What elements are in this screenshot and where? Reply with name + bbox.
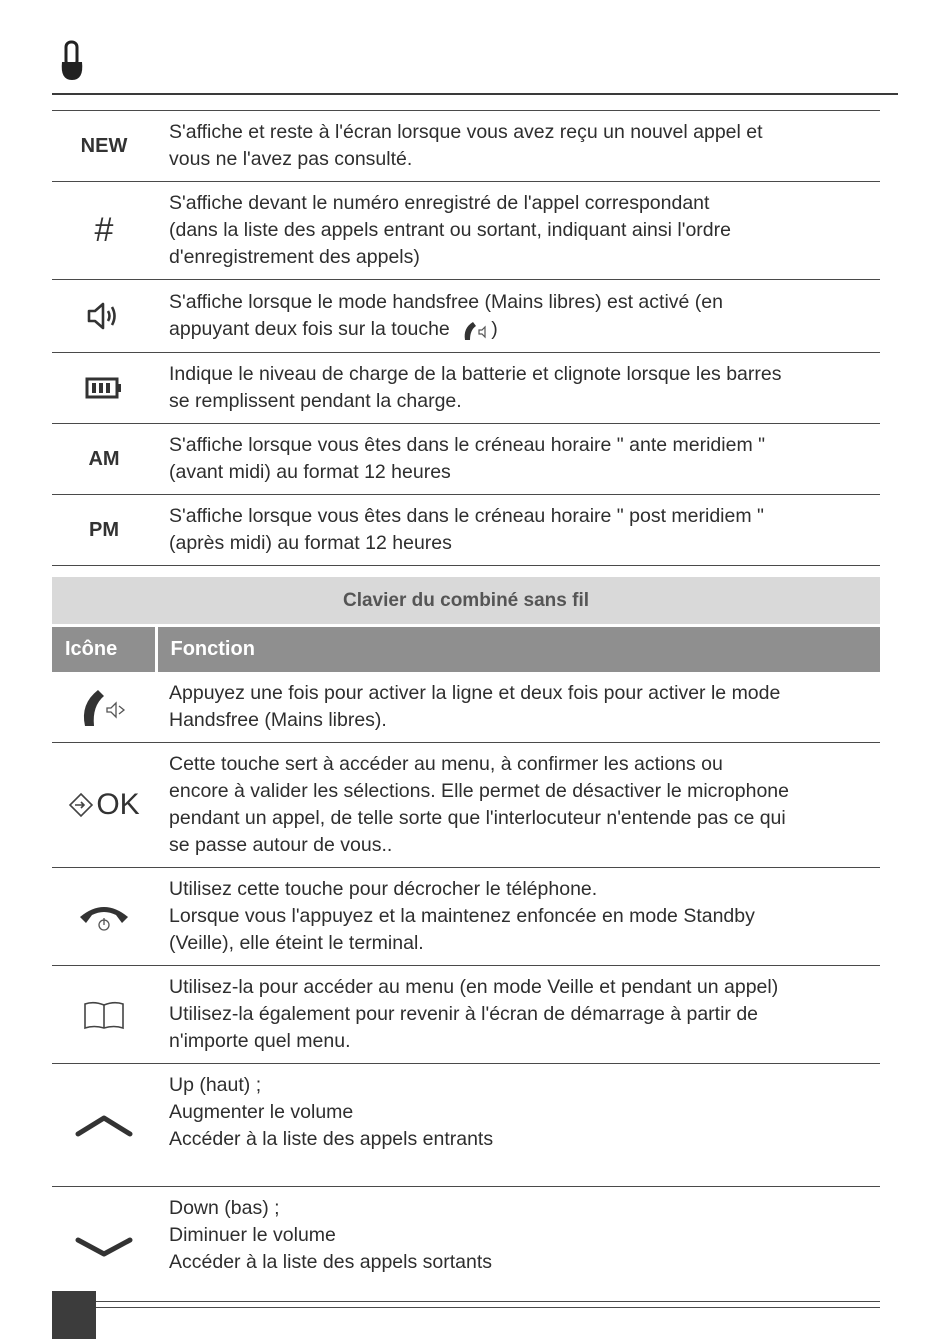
description: Indique le niveau de charge de la batterie et clignote lorsque les barres se remplissent pendant la charge.: [156, 353, 880, 424]
column-header-icon: Icône: [52, 626, 156, 673]
chevron-down-icon: [52, 1187, 156, 1308]
table-row: [52, 672, 880, 743]
table-title-row: [52, 577, 880, 626]
ok-key-icon: [52, 743, 156, 868]
table-row: [52, 868, 880, 966]
table-row: [52, 280, 880, 353]
handsfree-key-icon: [461, 318, 491, 342]
table-title: Clavier du combiné sans fil: [52, 577, 880, 626]
table-header-row: [52, 626, 880, 673]
new-icon: NEW: [52, 111, 156, 182]
table-row: [52, 495, 880, 566]
description: Utilisez cette touche pour décrocher le téléphone. Lorsque vous l'appuyez et la maintenez enfoncée en mode Standby (Veille), elle éteint le terminal.: [156, 868, 880, 966]
page-tab: [52, 1291, 96, 1339]
table-row: [52, 353, 880, 424]
description: S'affiche devant le numéro enregistré de l'appel correspondant (dans la liste des appels entrant ou sortant, indiquant ainsi l'ordre d'enregistrement des appels): [156, 182, 880, 280]
battery-icon: [52, 353, 156, 424]
table-row: [52, 111, 880, 182]
am-icon: AM: [52, 424, 156, 495]
table-row: [52, 743, 880, 868]
description: Cette touche sert à accéder au menu, à confirmer les actions ou encore à valider les sélections. Elle permet de désactiver le microphone pendant un appel, de telle sorte que l'interlocuteur n'entende pas ce qui se passe autour de vous..: [156, 743, 880, 868]
hangup-power-icon: [52, 868, 156, 966]
pm-icon: PM: [52, 495, 156, 566]
table-row: [52, 182, 880, 280]
column-header-function: Fonction: [156, 626, 880, 673]
header-rule: [52, 93, 898, 95]
description: S'affiche lorsque vous êtes dans le créneau horaire " post meridiem " (après midi) au format 12 heures: [156, 495, 880, 566]
description: Utilisez-la pour accéder au menu (en mode Veille et pendant un appel) Utilisez-la également pour revenir à l'écran de démarrage à partir de n'importe quel menu.: [156, 966, 880, 1064]
handset-icon: [58, 40, 86, 82]
table-row: [52, 1187, 880, 1308]
keypad-table: [52, 577, 880, 1308]
description: Up (haut) ; Augmenter le volume Accéder à la liste des appels entrants: [156, 1064, 880, 1187]
table-row: [52, 424, 880, 495]
description: S'affiche lorsque le mode handsfree (Mains libres) est activé (en appuyant deux fois sur la touche ): [156, 280, 880, 353]
speaker-icon: [52, 280, 156, 353]
table-row: [52, 966, 880, 1064]
ok-label: OK: [96, 788, 140, 821]
footer-rule: [52, 1301, 880, 1302]
description: Appuyez une fois pour activer la ligne et deux fois pour activer le mode Handsfree (Mains libres).: [156, 672, 880, 743]
description: S'affiche et reste à l'écran lorsque vous avez reçu un nouvel appel et vous ne l'avez pas consulté.: [156, 111, 880, 182]
handsfree-call-icon: [52, 672, 156, 743]
hash-icon: #: [52, 182, 156, 280]
chevron-up-icon: [52, 1064, 156, 1187]
status-icons-table: [52, 110, 880, 566]
description: Down (bas) ; Diminuer le volume Accéder à la liste des appels sortants: [156, 1187, 880, 1308]
table-row: [52, 1064, 880, 1187]
description: S'affiche lorsque vous êtes dans le créneau horaire " ante meridiem " (avant midi) au format 12 heures: [156, 424, 880, 495]
phonebook-icon: [52, 966, 156, 1064]
